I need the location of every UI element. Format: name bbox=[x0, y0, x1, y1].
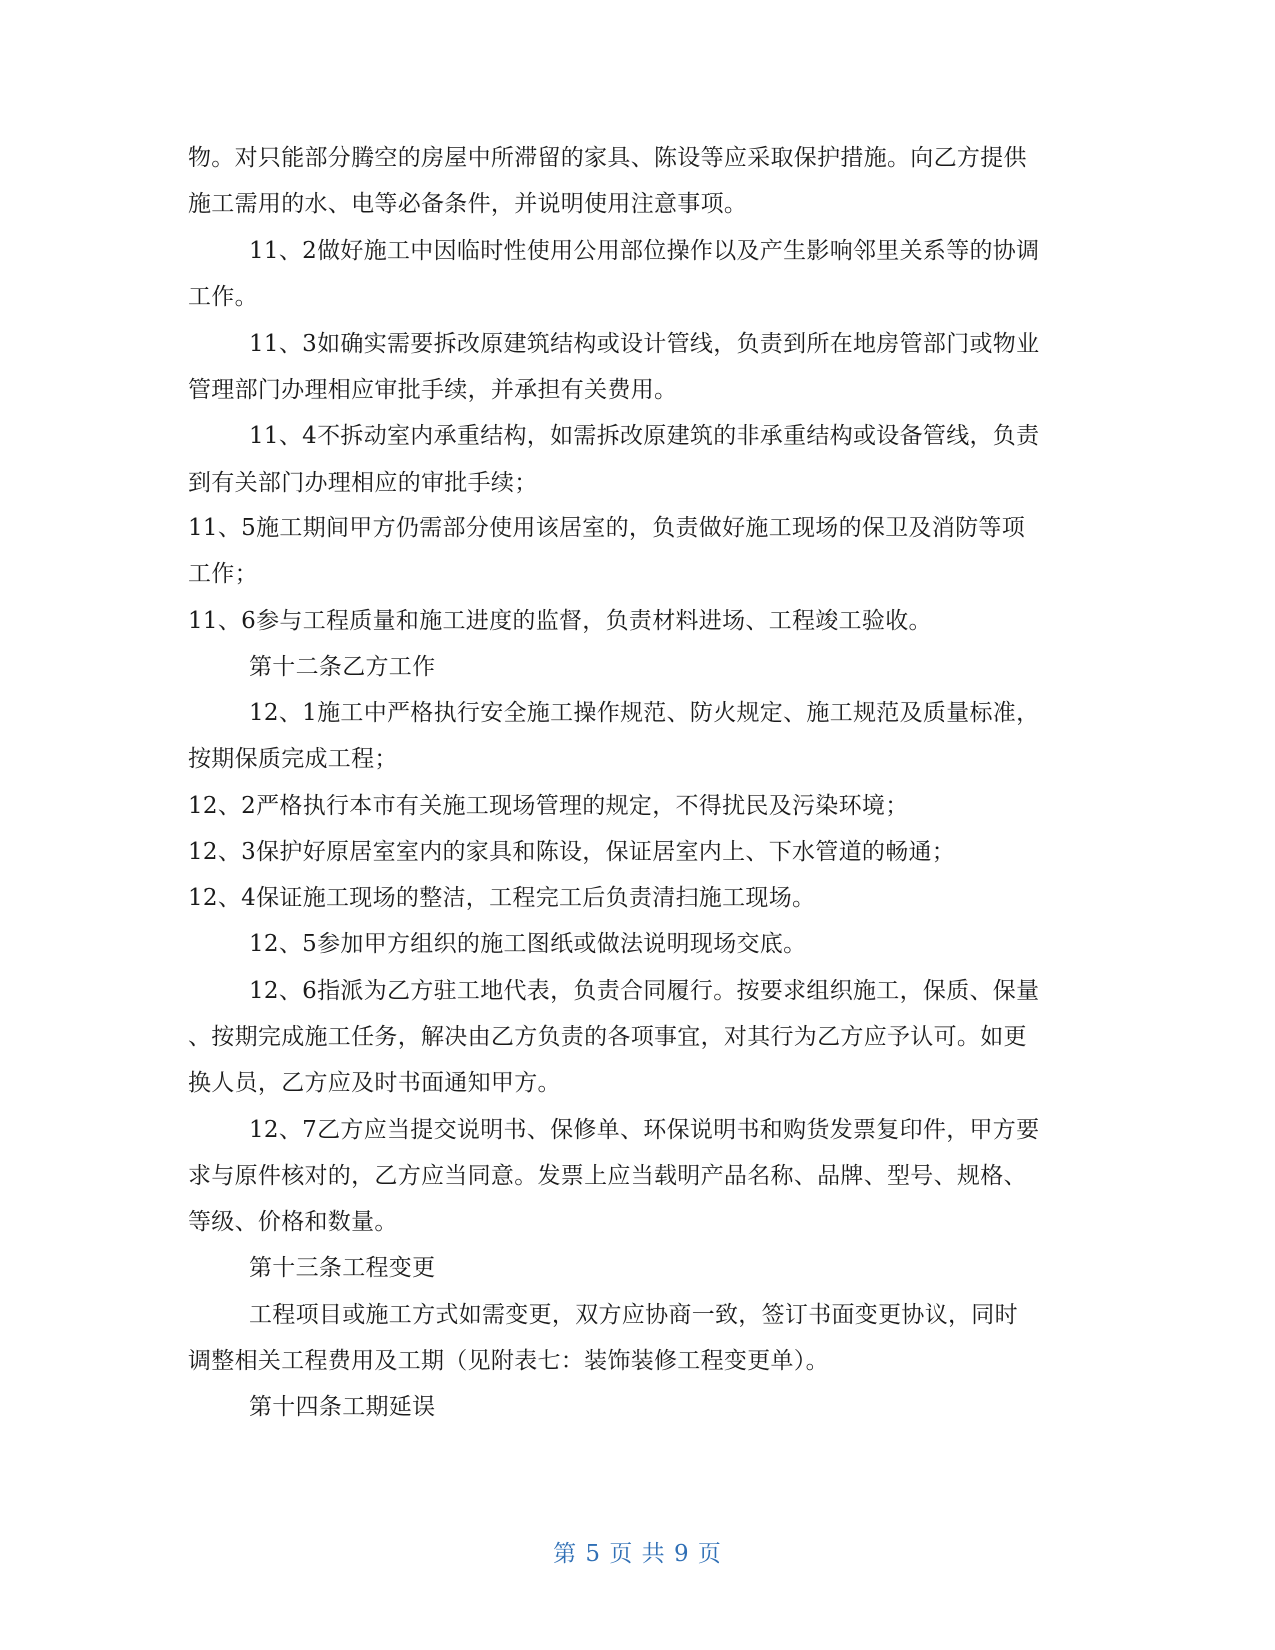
section-heading: 第十三条工程变更 bbox=[249, 1255, 436, 1281]
section-heading: 第十四条工期延误 bbox=[249, 1394, 436, 1420]
text-line: 12、3保护好原居室室内的家具和陈设，保证居室内上、下水管道的畅通； bbox=[188, 839, 956, 865]
text-line: 等级、价格和数量。 bbox=[188, 1209, 398, 1235]
text-line: 工程项目或施工方式如需变更，双方应协商一致，签订书面变更协议，同时 bbox=[249, 1302, 1018, 1328]
text-line: 12、6指派为乙方驻工地代表，负责合同履行。按要求组织施工，保质、保量 bbox=[249, 978, 1040, 1004]
page-number-footer: 第 5 页 共 9 页 bbox=[553, 1541, 722, 1567]
text-line: 11、4不拆动室内承重结构，如需拆改原建筑的非承重结构或设备管线，负责 bbox=[249, 423, 1040, 449]
text-line: 调整相关工程费用及工期（见附表七：装饰装修工程变更单）。 bbox=[188, 1348, 829, 1374]
text-line: 工作； bbox=[188, 561, 258, 587]
text-line: 11、6参与工程质量和施工进度的监督，负责材料进场、工程竣工验收。 bbox=[188, 608, 932, 634]
text-line: 按期保质完成工程； bbox=[188, 746, 398, 772]
text-line: 11、3如确实需要拆改原建筑结构或设计管线，负责到所在地房管部门或物业 bbox=[249, 331, 1040, 357]
text-line: 12、5参加甲方组织的施工图纸或做法说明现场交底。 bbox=[249, 931, 807, 957]
text-line: 12、2严格执行本市有关施工现场管理的规定，不得扰民及污染环境； bbox=[188, 793, 909, 819]
text-line: 11、2做好施工中因临时性使用公用部位操作以及产生影响邻里关系等的协调 bbox=[249, 238, 1040, 264]
text-line: 12、4保证施工现场的整洁，工程完工后负责清扫施工现场。 bbox=[188, 885, 816, 911]
text-line: 求与原件核对的，乙方应当同意。发票上应当载明产品名称、品牌、型号、规格、 bbox=[188, 1163, 1027, 1189]
text-line: 施工需用的水、电等必备条件，并说明使用注意事项。 bbox=[188, 191, 748, 217]
text-line: 换人员，乙方应及时书面通知甲方。 bbox=[188, 1070, 561, 1096]
text-line: 管理部门办理相应审批手续，并承担有关费用。 bbox=[188, 377, 678, 403]
text-line: 12、7乙方应当提交说明书、保修单、环保说明书和购货发票复印件，甲方要 bbox=[249, 1117, 1040, 1143]
text-line: 到有关部门办理相应的审批手续； bbox=[188, 470, 538, 496]
text-line: 11、5施工期间甲方仍需部分使用该居室的，负责做好施工现场的保卫及消防等项 bbox=[188, 515, 1025, 541]
text-line: 、按期完成施工任务，解决由乙方负责的各项事宜，对其行为乙方应予认可。如更 bbox=[188, 1024, 1027, 1050]
text-line: 物。对只能部分腾空的房屋中所滞留的家具、陈设等应采取保护措施。向乙方提供 bbox=[188, 145, 1027, 171]
section-heading: 第十二条乙方工作 bbox=[249, 654, 436, 680]
text-line: 12、1施工中严格执行安全施工操作规范、防火规定、施工规范及质量标准， bbox=[249, 700, 1040, 726]
text-line: 工作。 bbox=[188, 284, 258, 310]
